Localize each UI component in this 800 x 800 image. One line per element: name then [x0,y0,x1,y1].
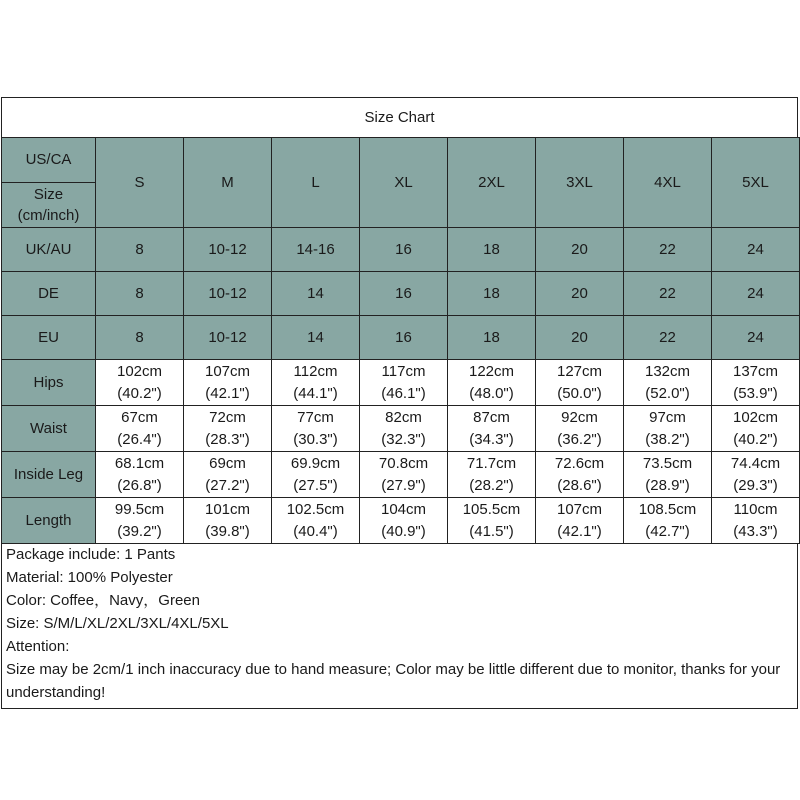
measurement-inch: (28.6") [557,476,602,494]
header-label-size-unit: Size (cm/inch) [2,183,96,228]
conversion-cell: 22 [624,272,712,316]
measurement-inch: (30.3") [293,430,338,448]
conversion-cell: 24 [712,272,800,316]
measurement-inch: (46.1") [381,384,426,402]
measurement-cell [624,498,712,544]
conversion-cell: 10-12 [184,272,272,316]
measurement-inch: (39.2") [117,522,162,540]
conversion-row [2,316,800,360]
conversion-cell: 14 [272,316,360,360]
measurement-inch: (27.9") [381,476,426,494]
measurement-cell [360,406,448,452]
size-chart-table [1,137,800,544]
row-label: Hips [2,360,96,406]
measurement-cell [448,498,536,544]
measurement-cell [360,452,448,498]
measurement-inch: (34.3") [469,430,514,448]
measurement-cell [448,360,536,406]
conversion-cell: 16 [360,272,448,316]
size-header-l: L [272,138,360,228]
measurement-cell [712,406,800,452]
size-chart-title: Size Chart [2,98,797,138]
size-header-2xl: 2XL [448,138,536,228]
measurement-inch: (26.4") [117,430,162,448]
measurement-cell [536,360,624,406]
conversion-cell: 14-16 [272,228,360,272]
measurement-cm: 110cm [733,500,778,518]
size-header-s: S [96,138,184,228]
measurement-cell [272,360,360,406]
measurement-cm: 117cm [381,362,426,380]
measurement-cm: 67cm [121,408,158,426]
conversion-cell: 14 [272,272,360,316]
measurement-inch: (27.5") [293,476,338,494]
row-label: EU [2,316,96,360]
measurement-cm: 137cm [732,362,779,380]
measurement-cell [184,452,272,498]
measurement-cm: 101cm [204,500,251,518]
note-color: Color: Coffee，Navy，Green [6,592,200,609]
conversion-cell: 24 [712,228,800,272]
measurement-cell [184,360,272,406]
measurement-inch: (26.8") [117,476,162,494]
measurement-cm: 107cm [556,500,603,518]
measurement-inch: (28.9") [645,476,690,494]
note-attention: Attention: [6,638,70,655]
conversion-cell: 24 [712,316,800,360]
note-package: Package include: 1 Pants [6,546,176,563]
measurement-cm: 72.6cm [554,454,605,472]
measurement-cm: 69.9cm [290,454,341,472]
measurement-inch: (29.3") [733,476,778,494]
measurement-cm: 69cm [209,454,246,472]
measurement-row [2,452,800,498]
measurement-inch: (40.4") [293,522,338,540]
measurement-inch: (52.0") [645,384,690,402]
conversion-cell: 20 [536,272,624,316]
size-header-xl: XL [360,138,448,228]
conversion-cell: 8 [96,272,184,316]
measurement-cm: 107cm [204,362,251,380]
measurement-inch: (32.3") [381,430,426,448]
measurement-cell [448,406,536,452]
measurement-cell [272,498,360,544]
measurement-inch: (41.5") [469,522,514,540]
measurement-inch: (42.7") [645,522,690,540]
measurement-inch: (28.3") [205,430,250,448]
measurement-cm: 71.7cm [466,454,517,472]
measurement-inch: (40.2") [117,384,162,402]
measurement-cm: 99.5cm [114,500,165,518]
measurement-inch: (44.1") [293,384,338,402]
size-chart-sheet [1,97,798,709]
measurement-cell [96,360,184,406]
conversion-cell: 22 [624,228,712,272]
measurement-cell [712,452,800,498]
measurement-inch: (50.0") [557,384,602,402]
conversion-cell: 10-12 [184,316,272,360]
note-material: Material: 100% Polyester [6,569,173,586]
row-label: UK/AU [2,228,96,272]
measurement-cm: 72cm [209,408,246,426]
note-disclaimer: Size may be 2cm/1 inch inaccuracy due to hand measure; Color may be little different due to monitor, thanks for your understanding! [6,661,781,701]
measurement-cm: 87cm [473,408,510,426]
measurement-cm: 127cm [556,362,603,380]
measurement-cm: 73.5cm [642,454,693,472]
measurement-row [2,498,800,544]
measurement-cm: 102cm [116,362,163,380]
measurement-inch: (42.1") [205,384,250,402]
measurement-cell [624,360,712,406]
measurement-cell [536,498,624,544]
measurement-cell [712,498,800,544]
measurement-inch: (40.2") [733,430,778,448]
product-notes [6,543,796,704]
header-label-us-ca: US/CA [2,138,96,183]
measurement-cm: 108.5cm [638,500,697,518]
measurement-cell [448,452,536,498]
measurement-inch: (42.1") [557,522,602,540]
measurement-cell [712,360,800,406]
conversion-cell: 20 [536,316,624,360]
measurement-cm: 105.5cm [462,500,521,518]
size-header-5xl: 5XL [712,138,800,228]
measurement-inch: (36.2") [557,430,602,448]
measurement-cell [272,452,360,498]
conversion-cell: 20 [536,228,624,272]
measurement-cell [536,406,624,452]
conversion-row [2,272,800,316]
conversion-cell: 16 [360,316,448,360]
measurement-inch: (38.2") [645,430,690,448]
row-label: Inside Leg [2,452,96,498]
conversion-cell: 18 [448,272,536,316]
measurement-cm: 74.4cm [730,454,781,472]
measurement-cm: 97cm [649,408,686,426]
measurement-cell [272,406,360,452]
measurement-inch: (40.9") [381,522,426,540]
size-header-4xl: 4XL [624,138,712,228]
measurement-cm: 92cm [561,408,598,426]
measurement-cell [184,406,272,452]
conversion-cell: 10-12 [184,228,272,272]
conversion-cell: 18 [448,316,536,360]
measurement-cm: 70.8cm [378,454,429,472]
measurement-cm: 102.5cm [286,500,345,518]
measurement-cm: 102cm [732,408,779,426]
measurement-cm: 77cm [297,408,334,426]
conversion-cell: 8 [96,228,184,272]
size-header-3xl: 3XL [536,138,624,228]
measurement-cm: 122cm [468,362,515,380]
measurement-cm: 104cm [380,500,427,518]
conversion-cell: 22 [624,316,712,360]
row-label: Waist [2,406,96,452]
measurement-cm: 132cm [644,362,691,380]
measurement-cell [360,360,448,406]
measurement-cell [624,452,712,498]
conversion-cell: 18 [448,228,536,272]
measurement-cm: 82cm [385,408,422,426]
measurement-cell [96,406,184,452]
measurement-cell [624,406,712,452]
conversion-cell: 16 [360,228,448,272]
measurement-row [2,406,800,452]
measurement-row [2,360,800,406]
measurement-inch: (53.9") [733,384,778,402]
measurement-cell [96,452,184,498]
conversion-cell: 8 [96,316,184,360]
measurement-inch: (43.3") [733,522,778,540]
measurement-cell [536,452,624,498]
measurement-cm: 112cm [293,362,338,380]
measurement-cm: 68.1cm [114,454,165,472]
row-label: Length [2,498,96,544]
size-header-m: M [184,138,272,228]
note-size: Size: S/M/L/XL/2XL/3XL/4XL/5XL [6,615,229,632]
measurement-cell [96,498,184,544]
measurement-cell [360,498,448,544]
measurement-inch: (39.8") [205,522,250,540]
measurement-inch: (27.2") [205,476,250,494]
measurement-inch: (28.2") [469,476,514,494]
conversion-row [2,228,800,272]
row-label: DE [2,272,96,316]
measurement-cell [184,498,272,544]
measurement-inch: (48.0") [469,384,514,402]
